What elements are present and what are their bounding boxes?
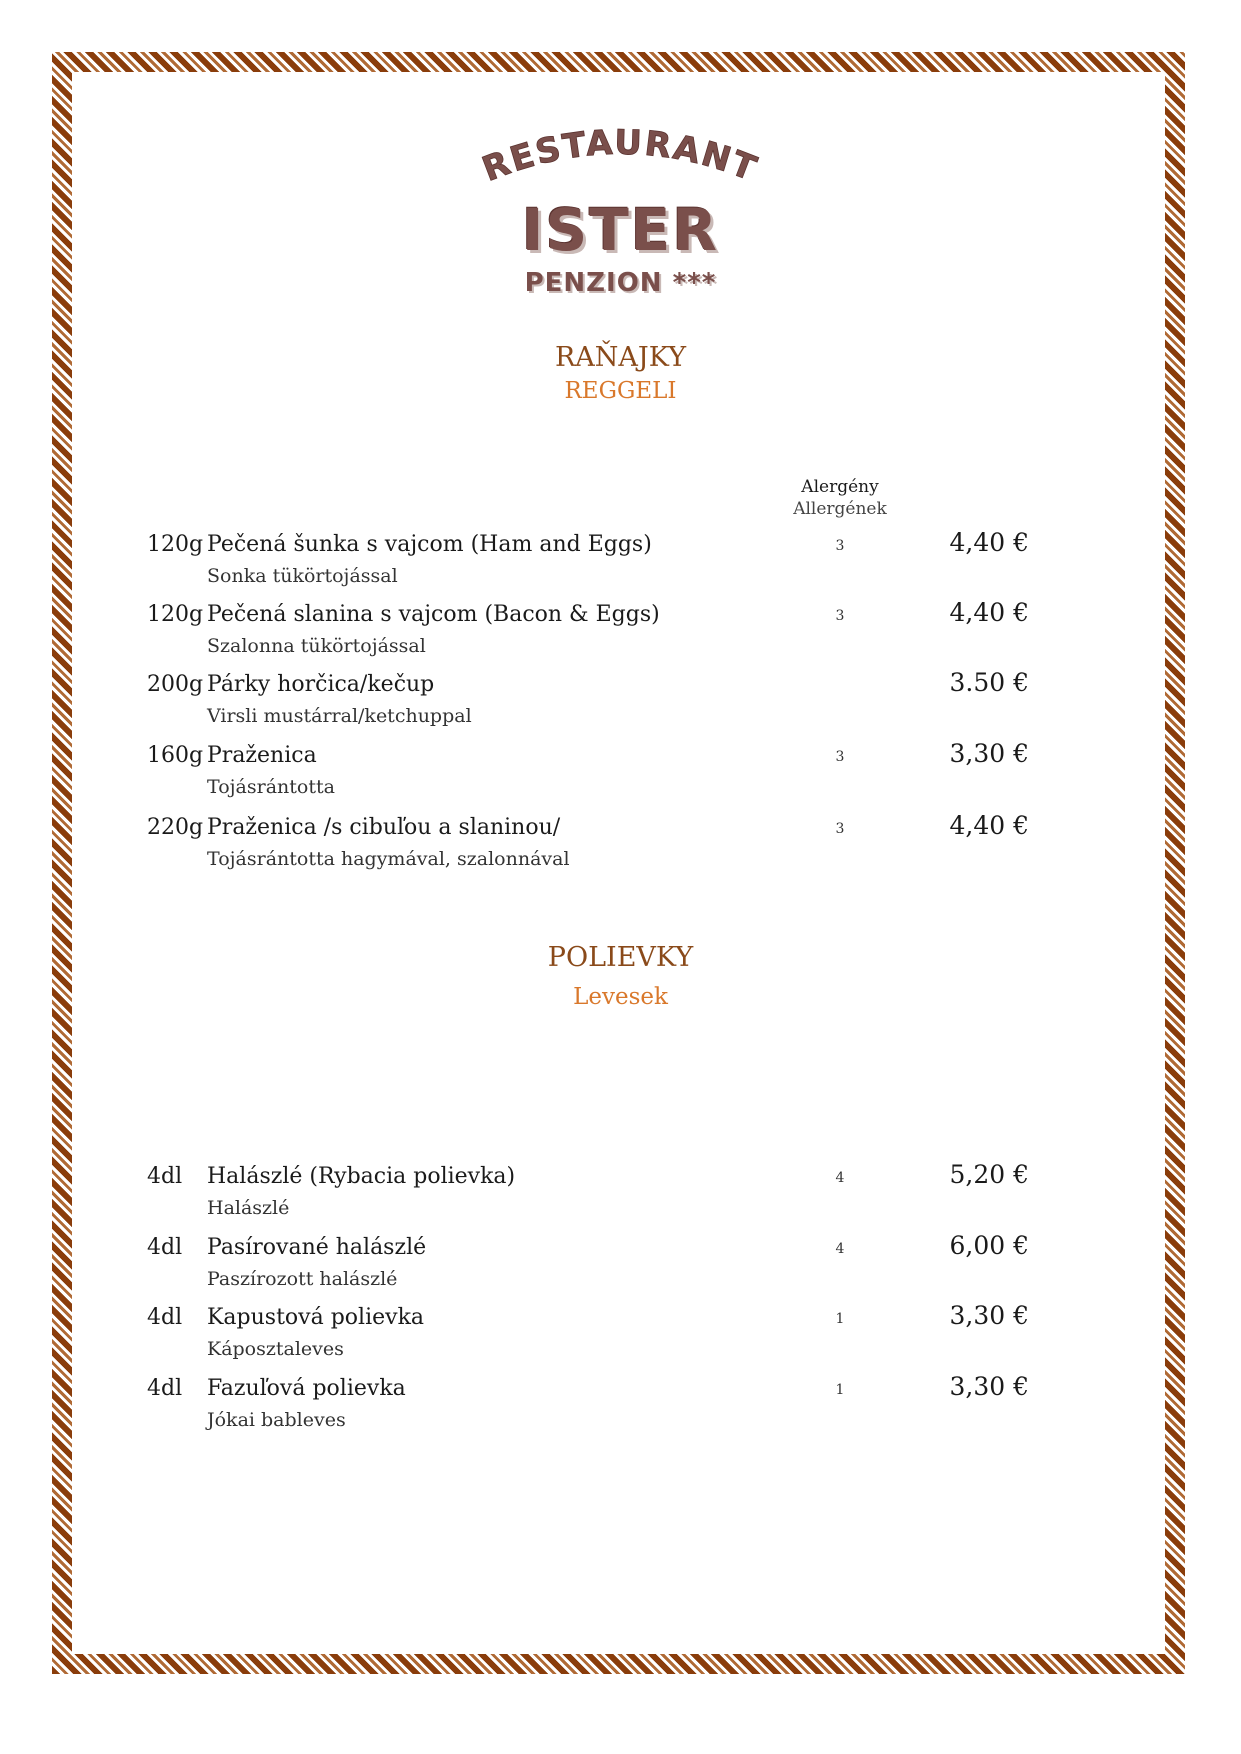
item-quantity: 200g — [147, 672, 204, 697]
menu-item — [0, 1160, 1241, 1234]
item-allergen: 1 — [835, 1311, 845, 1327]
item-description: Paszírozott halászlé — [207, 1268, 398, 1290]
item-quantity: 4dl — [147, 1164, 183, 1189]
section-title-soups: POLIEVKY — [547, 942, 694, 973]
item-allergen: 3 — [835, 749, 845, 765]
item-description: Tojásrántotta — [207, 776, 335, 798]
menu-item — [0, 739, 1241, 813]
item-name: Pasírované halászlé — [207, 1235, 427, 1260]
item-name: Párky horčica/kečup — [207, 672, 435, 697]
menu-item — [0, 528, 1241, 602]
restaurant-name: ISTER — [521, 196, 720, 264]
logo-arc-label: RESTAURANT — [476, 122, 764, 190]
item-allergen: 1 — [835, 1382, 845, 1398]
item-allergen: 3 — [835, 538, 845, 554]
item-quantity: 4dl — [147, 1235, 183, 1260]
menu-item — [0, 1301, 1241, 1375]
item-allergen: 4 — [835, 1241, 845, 1257]
item-quantity: 4dl — [147, 1376, 183, 1401]
item-quantity: 120g — [147, 532, 204, 557]
item-price: 3.50 € — [949, 668, 1029, 697]
menu-item — [0, 668, 1241, 742]
item-price: 4,40 € — [949, 811, 1029, 840]
restaurant-subtitle: PENZION *** — [524, 268, 717, 298]
item-price: 3,30 € — [949, 739, 1029, 768]
item-quantity: 220g — [147, 815, 204, 840]
section-subtitle-soups: Levesek — [573, 984, 668, 1010]
logo-arc-text — [420, 118, 820, 208]
item-allergen: 4 — [835, 1170, 845, 1186]
menu-item — [0, 598, 1241, 672]
item-name: Praženica /s cibuľou a slaninou/ — [207, 815, 561, 840]
menu-item — [0, 1231, 1241, 1305]
allergen-header-hu: Allergének — [793, 499, 887, 519]
item-price: 5,20 € — [949, 1160, 1029, 1189]
svg-text:RESTAURANT — [477, 123, 763, 190]
menu-item — [0, 811, 1241, 885]
item-allergen: 3 — [835, 608, 845, 624]
item-name: Kapustová polievka — [207, 1305, 425, 1330]
item-name: Pečená šunka s vajcom (Ham and Eggs) — [207, 532, 652, 557]
section-subtitle-breakfast: REGGELI — [564, 378, 677, 404]
item-description: Virsli mustárral/ketchuppal — [207, 705, 472, 727]
item-description: Szalonna tükörtojással — [207, 635, 426, 657]
allergen-header-sk: Alergény — [801, 477, 879, 497]
item-description: Jókai bableves — [207, 1409, 346, 1431]
item-price: 6,00 € — [949, 1231, 1029, 1260]
item-description: Halászlé — [207, 1197, 290, 1219]
item-price: 3,30 € — [949, 1301, 1029, 1330]
item-price: 4,40 € — [949, 528, 1029, 557]
allergen-column-header — [760, 476, 920, 520]
item-description: Tojásrántotta hagymával, szalonnával — [207, 848, 570, 870]
item-name: Halászlé (Rybacia polievka) — [207, 1164, 516, 1189]
item-name: Pečená slanina s vajcom (Bacon & Eggs) — [207, 602, 660, 627]
item-quantity: 4dl — [147, 1305, 183, 1330]
menu-item — [0, 1372, 1241, 1446]
item-price: 3,30 € — [949, 1372, 1029, 1401]
section-title-breakfast: RAŇAJKY — [554, 342, 687, 373]
item-name: Fazuľová polievka — [207, 1376, 406, 1401]
item-description: Káposztaleves — [207, 1338, 344, 1360]
item-allergen: 3 — [835, 821, 845, 837]
item-description: Sonka tükörtojással — [207, 565, 398, 587]
item-name: Praženica — [207, 743, 317, 768]
item-quantity: 120g — [147, 602, 204, 627]
item-price: 4,40 € — [949, 598, 1029, 627]
item-quantity: 160g — [147, 743, 204, 768]
